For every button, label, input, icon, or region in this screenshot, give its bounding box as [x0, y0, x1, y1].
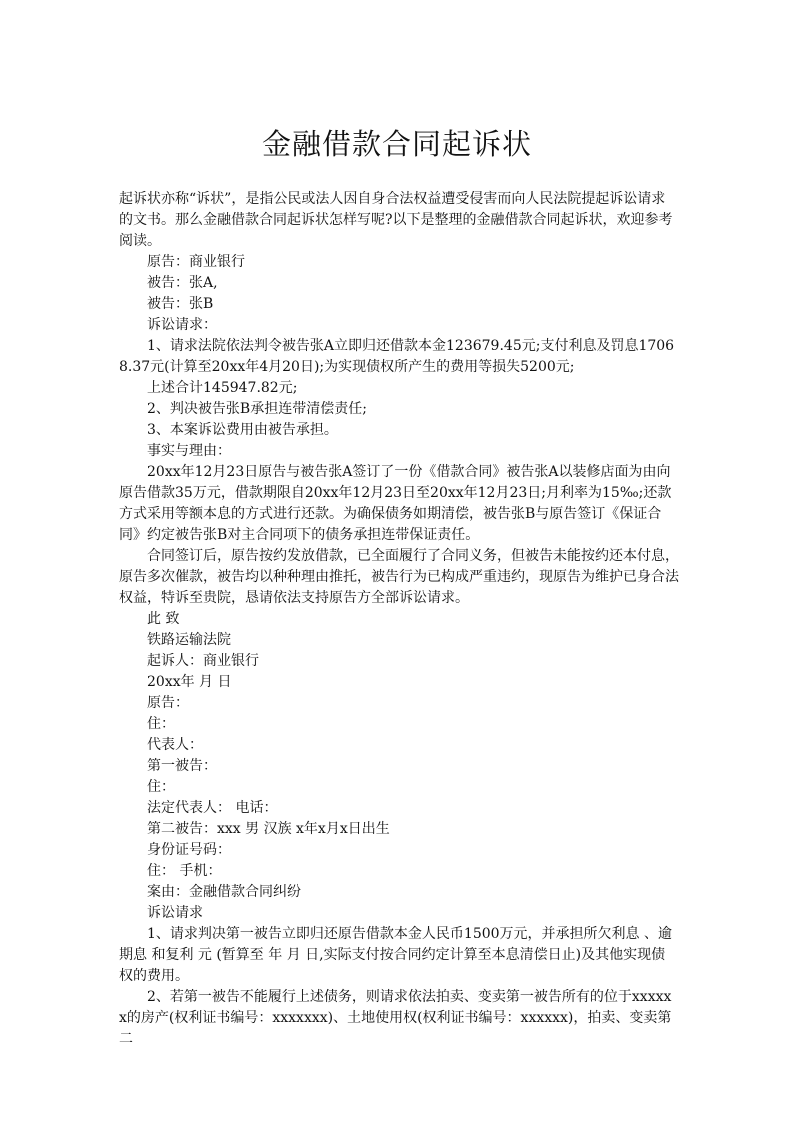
paragraph: 案由：金融借款合同纠纷: [147, 884, 301, 900]
paragraph: 铁路运输法院: [147, 632, 231, 648]
paragraph: 代表人：: [147, 737, 203, 753]
paragraph: 住： 手机：: [147, 863, 222, 879]
paragraph: 此 致: [147, 611, 180, 627]
document-body: [119, 189, 679, 1050]
paragraph: 起诉人：商业银行: [147, 653, 259, 669]
paragraph: 原告：商业银行: [147, 254, 245, 270]
paragraph: 被告：张B: [147, 296, 214, 312]
paragraph: 法定代表人： 电话：: [147, 800, 278, 816]
paragraph: 第一被告：: [147, 758, 217, 774]
paragraph: 上述合计145947.82元;: [147, 380, 298, 396]
paragraph: 20xx年12月23日原告与被告张A签订了一份《借款合同》被告张A以装修店面为由向原告借款35万元，借款期限自20xx年12月23日至20xx年12月23日;月利率为15‰;还款方式采用等额本息的方式进行还款。为确保债务如期清偿，被告张B与原告签订《保证合同》约定被告张B对主合同项下的债务承担连带保证责任。: [119, 464, 672, 543]
paragraph: 住：: [147, 779, 175, 795]
paragraph: 起诉状亦称“诉状”，是指公民或法人因自身合法权益遭受侵害而向人民法院提起诉讼请求的文书。那么金融借款合同起诉状怎样写呢?以下是整理的金融借款合同起诉状，欢迎参考阅读。: [119, 191, 673, 249]
paragraph: 20xx年 月 日: [147, 674, 232, 690]
document-title: 金融借款合同起诉状: [261, 127, 532, 161]
paragraph: 第二被告：xxx 男 汉族 x年x月x日出生: [147, 821, 390, 837]
paragraph: 2、判决被告张B承担连带清偿责任;: [147, 401, 367, 417]
paragraph: 诉讼请求：: [147, 317, 217, 333]
paragraph: 身份证号码：: [147, 842, 231, 858]
paragraph: 诉讼请求: [147, 905, 203, 921]
paragraph: 原告：: [147, 695, 189, 711]
paragraph: 被告：张A,: [147, 275, 218, 291]
paragraph: 3、本案诉讼费用由被告承担。: [147, 422, 338, 438]
paragraph: 事实与理由：: [147, 443, 231, 459]
paragraph: 合同签订后，原告按约发放借款，已全面履行了合同义务，但被告未能按约还本付息，原告多次催款，被告均以种种理由推托，被告行为已构成严重违约，现原告为维护已身合法权益，特诉至贵院，恳请依法支持原告方全部诉讼请求。: [119, 548, 679, 606]
paragraph: 2、若第一被告不能履行上述债务，则请求依法拍卖、变卖第一被告所有的位于xxxxxx的房产(权利证书编号：xxxxxxx)、土地使用权(权利证书编号：xxxxxx)，拍卖、变卖第二: [119, 989, 672, 1047]
paragraph: 住：: [147, 716, 175, 732]
paragraph: 1、请求法院依法判令被告张A立即归还借款本金123679.45元;支付利息及罚息17068.37元(计算至20xx年4月20日);为实现债权所产生的费用等损失5200元;: [119, 338, 675, 375]
paragraph: 1、请求判决第一被告立即归还原告借款本金人民币1500万元，并承担所欠利息 、逾期息 和复利 元 (暂算至 年 月 日,实际支付按合同约定计算至本息清偿日止)及其他实现债权的费用。: [119, 926, 672, 984]
